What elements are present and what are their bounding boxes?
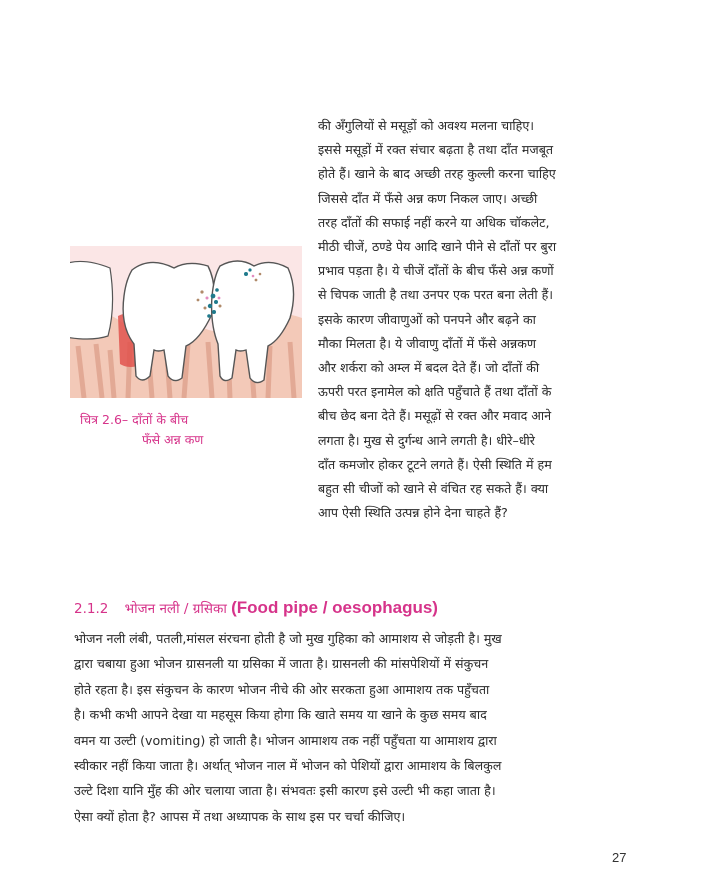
paragraph-line: इसके कारण जीवाणुओं को पनपने और बढ़ने का (318, 311, 536, 327)
section-title-english: (Food pipe / oesophagus) (231, 598, 438, 617)
paragraph-line: ऐसा क्यों होता है? आपस में तथा अध्यापक के साथ इस पर चर्चा कीजिए। (74, 808, 406, 824)
paragraph-line: बहुत सी चीजों को खाने से वंचित रह सकते हैं। क्या (318, 481, 549, 497)
teeth-care-paragraph (318, 114, 636, 525)
section-number: 2.1.2 (74, 601, 109, 617)
page-number: 27 (612, 850, 627, 865)
paragraph-line: मौका मिलता है। ये जीवाणु दाँतों में फँसे अन्नकण (318, 335, 536, 351)
paragraph-line: भोजन नली लंबी, पतली,मांसल संरचना होती है जो मुख गुहिका को आमाशय से जोड़ती है। मुख (74, 631, 502, 646)
caption-line-1: चित्र 2.6– दाँतों के बीच (80, 412, 189, 427)
paragraph-line: द्वारा चबाया हुआ भोजन ग्रासनली या ग्रसिका में जाता है। ग्रासनली की मांसपेशियों में संकुचन (74, 656, 489, 672)
caption-line-2: फँसे अन्न कण (142, 432, 204, 447)
paragraph-line: स्वीकार नहीं किया जाता है। अर्थात् भोजन नाल में भोजन को पेशियों द्वारा आमाशय के बिलकुल (74, 758, 502, 774)
paragraph-line: होते हैं। खाने के बाद अच्छी तरह कुल्ली करना चाहिए (318, 166, 556, 182)
paragraph-line: लगता है। मुख से दुर्गन्ध आने लगती है। धीरे–धीरे (318, 432, 535, 448)
paragraph-line: की अँगुलियों से मसूड़ों को अवश्य मलना चाहिए। (318, 118, 535, 133)
paragraph-line: है। कभी कभी आपने देखा या महसूस किया होगा कि खाते समय या खाने के कुछ समय बाद (74, 707, 487, 723)
paragraph-line: इससे मसूड़ों में रक्त संचार बढ़ता है तथा दाँत मजबूत (318, 142, 554, 158)
paragraph-line: प्रभाव पड़ता है। ये चीजें दाँतों के बीच फँसे अन्न कणों (318, 263, 554, 279)
section-heading (74, 598, 674, 618)
paragraph-line: ऊपरी परत इनामेल को क्षति पहुँचाते हैं तथा दाँतों के (318, 384, 552, 400)
oesophagus-paragraph (74, 626, 636, 829)
paragraph-line: वमन या उल्टी (vomiting) हो जाती है। भोजन आमाशय तक नहीं पहुँचता या आमाशय द्वारा (74, 732, 497, 748)
section-title-hindi: भोजन नली / ग्रसिका (124, 601, 227, 617)
paragraph-line: मीठी चीजें, ठण्डे पेय आदि खाने पीने से दाँतों पर बुरा (318, 239, 557, 255)
paragraph-line: दाँत कमजोर होकर टूटने लगते हैं। ऐसी स्थिति में हम (318, 456, 552, 472)
paragraph-line: बीच छेद बना देते हैं। मसूढ़ों से रक्त और मवाद आने (318, 408, 552, 424)
paragraph-line: जिससे दाँत में फँसे अन्न कण निकल जाए। अच्छी (318, 190, 538, 206)
paragraph-line: होते रहता है। इस संकुचन के कारण भोजन नीचे की ओर सरकता हुआ आमाशय तक पहुँचता (74, 681, 490, 697)
paragraph-line: तरह दाँतों की सफाई नहीं करने या अधिक चॉकलेट, (318, 214, 550, 230)
paragraph-line: आप ऐसी स्थिति उत्पन्न होने देना चाहते हैं? (318, 505, 508, 521)
paragraph-line: से चिपक जाती है तथा उनपर एक परत बना लेती हैं। (318, 287, 554, 303)
paragraph-line: उल्टे दिशा यानि मुँह की ओर चलाया जाता है। संभवतः इसी कारण इसे उल्टी भी कहा जाता है। (74, 783, 496, 799)
paragraph-line: और शर्करा को अम्ल में बदल देते हैं। जो दाँतों की (318, 360, 540, 376)
teeth-drawing (70, 246, 302, 398)
teeth-illustration (70, 246, 302, 398)
figure-caption (80, 410, 280, 450)
